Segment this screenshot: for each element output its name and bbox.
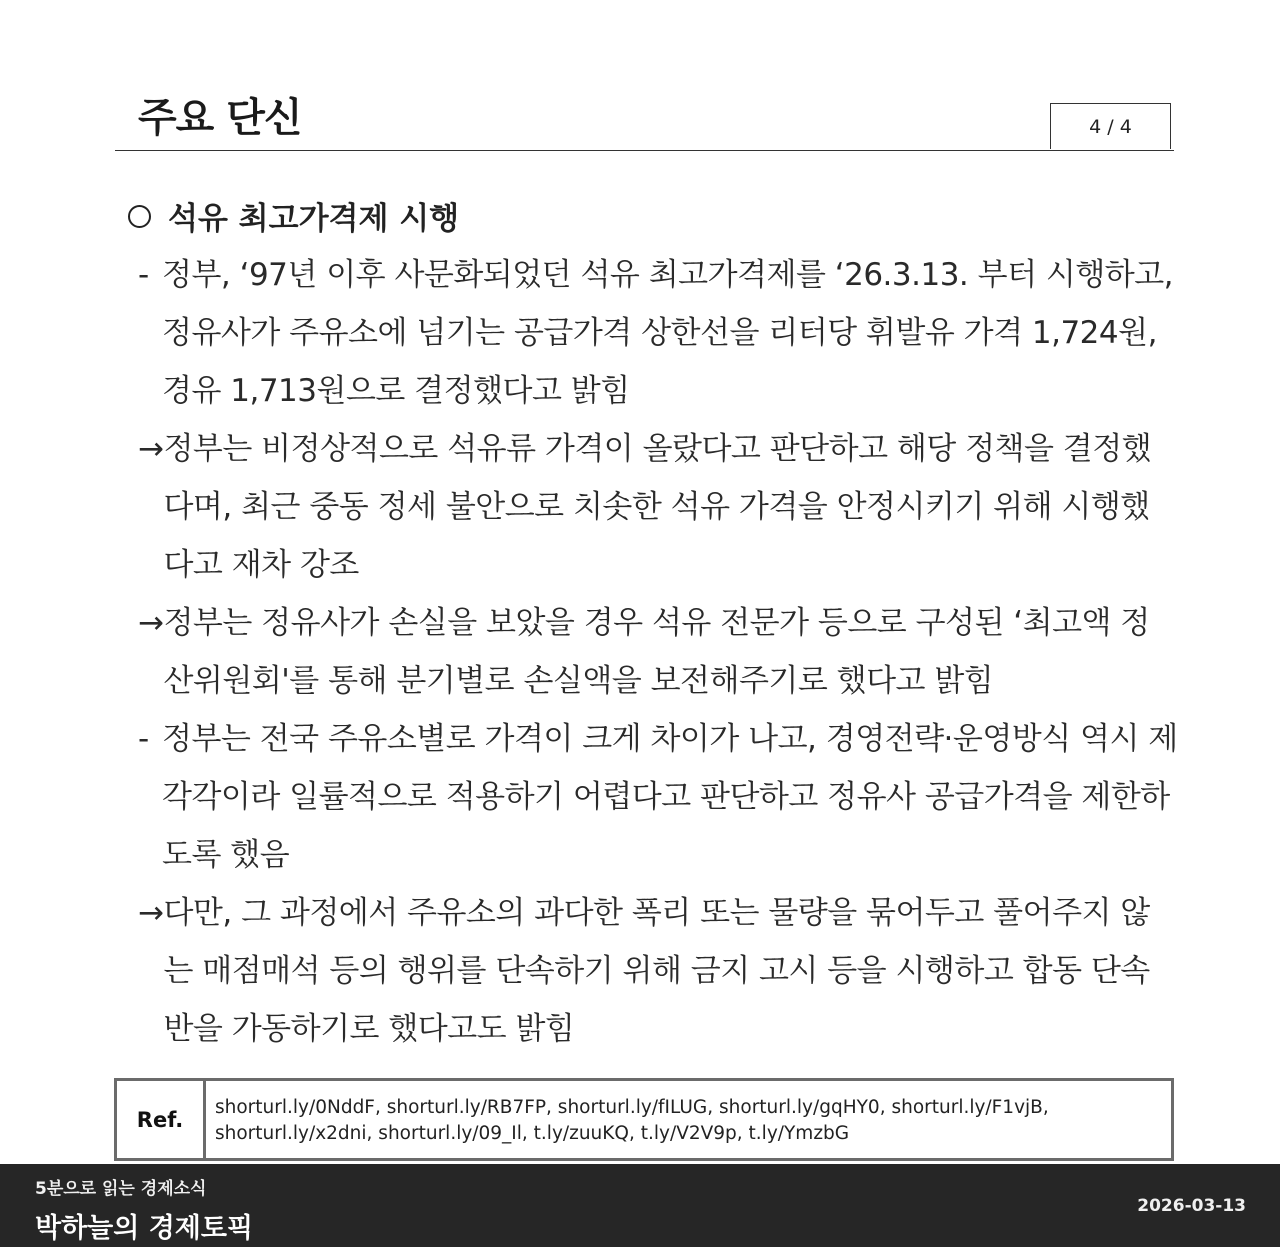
footer-date: 2026-03-13 xyxy=(1137,1196,1246,1216)
footer-subtitle: 5분으로 읽는 경제소식 xyxy=(35,1179,207,1199)
list-item xyxy=(138,246,1178,420)
list-item xyxy=(138,710,1178,884)
item-text: 정부는 정유사가 손실을 보았을 경우 석유 전문가 등으로 구성된 ‘최고액 정산위원회'를 통해 분기별로 손실액을 보전해주기로 했다고 밝힘 xyxy=(163,605,1150,699)
section-heading xyxy=(128,193,459,238)
footer-bar xyxy=(0,1164,1280,1247)
section-heading-text: 석유 최고가격제 시행 xyxy=(168,201,460,237)
item-text: 다만, 그 과정에서 주유소의 과다한 폭리 또는 물량을 묶어두고 풀어주지 않는 매점매석 등의 행위를 단속하기 위해 금지 고시 등을 시행하고 합동 단속반을 가동하기로 했다고도 밝힘 xyxy=(163,895,1150,1047)
footer-title: 박하늘의 경제토픽 xyxy=(35,1213,254,1244)
item-text: 정부는 전국 주유소별로 가격이 크게 차이가 나고, 경영전략·운영방식 역시 제각각이라 일률적으로 적용하기 어렵다고 판단하고 정유사 공급가격을 제한하도록 했음 xyxy=(162,721,1178,873)
title-divider xyxy=(115,150,1174,151)
dash-marker: - xyxy=(138,721,149,757)
arrow-marker: → xyxy=(138,431,164,467)
item-text: 정부, ‘97년 이후 사문화되었던 석유 최고가격제를 ‘26.3.13. 부터 시행하고, 정유사가 주유소에 넘기는 공급가격 상한선을 리터당 휘발유 가격 1,724원, 경유 1,713원으로 결정했다고 밝힘 xyxy=(162,257,1174,409)
arrow-marker: → xyxy=(138,605,164,641)
list-item xyxy=(138,594,1178,710)
circle-bullet-icon xyxy=(128,205,151,228)
reference-label: Ref. xyxy=(117,1081,206,1158)
page-indicator: 4 / 4 xyxy=(1050,103,1171,149)
page-title: 주요 단신 xyxy=(138,95,302,141)
item-text: 정부는 비정상적으로 석유류 가격이 올랐다고 판단하고 해당 정책을 결정했다며, 최근 중동 정세 불안으로 치솟한 석유 가격을 안정시키기 위해 시행했다고 재차 강조 xyxy=(163,431,1152,583)
reference-links: shorturl.ly/0NddF, shorturl.ly/RB7FP, shorturl.ly/fILUG, shorturl.ly/gqHY0, shorturl.ly/F1vjB, shorturl.ly/x2dni, shorturl.ly/09_Il, t.ly/zuuKQ, t.ly/V2V9p, t.ly/YmzbG xyxy=(215,1097,1049,1144)
list-item xyxy=(138,420,1178,594)
article-body xyxy=(138,246,1178,1058)
list-item xyxy=(138,884,1178,1058)
dash-marker: - xyxy=(138,257,149,293)
reference-box xyxy=(114,1078,1174,1161)
arrow-marker: → xyxy=(138,895,164,931)
